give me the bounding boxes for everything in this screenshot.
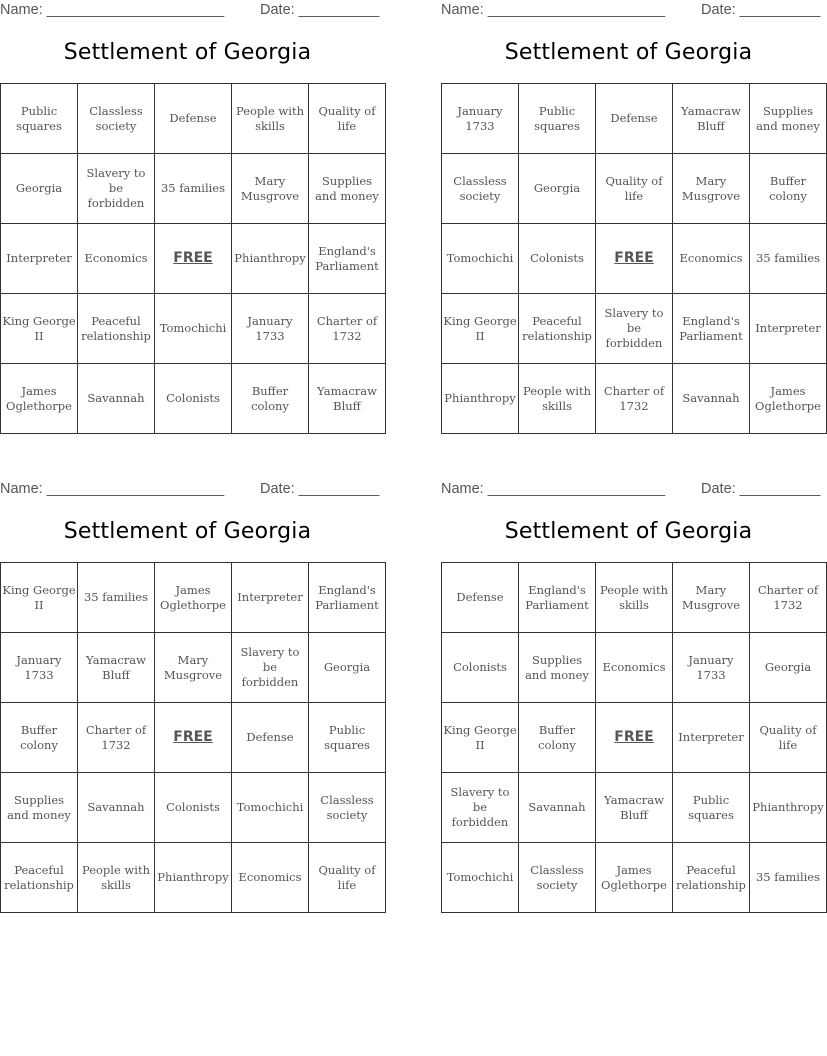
grid-row	[1, 703, 386, 773]
grid-cell: Public squares	[309, 703, 386, 773]
grid-cell: Tomochichi	[155, 294, 232, 364]
grid-cell: Supplies and money	[519, 633, 596, 703]
grid-cell: Buffer colony	[750, 154, 827, 224]
grid-cell: Quality of life	[596, 154, 673, 224]
grid-cell: Georgia	[750, 633, 827, 703]
grid-cell: Charter of 1732	[750, 563, 827, 633]
date-field-label: Date: __________	[260, 481, 380, 497]
grid-cell: Slavery to be forbidden	[78, 154, 155, 224]
grid-row	[442, 633, 827, 703]
grid-cell: Charter of 1732	[78, 703, 155, 773]
date-field-label: Date: __________	[701, 2, 821, 18]
grid-cell: Colonists	[155, 364, 232, 434]
grid-cell: Peaceful relationship	[78, 294, 155, 364]
grid-cell: Public squares	[673, 773, 750, 843]
grid-cell: 35 families	[750, 843, 827, 913]
grid-cell: Buffer colony	[519, 703, 596, 773]
grid-cell: Colonists	[155, 773, 232, 843]
grid-cell: King George II	[442, 703, 519, 773]
grid-cell: James Oglethorpe	[596, 843, 673, 913]
grid-cell: Yamacraw Bluff	[596, 773, 673, 843]
grid-cell: Tomochichi	[442, 843, 519, 913]
grid-cell: Public squares	[1, 84, 78, 154]
grid-cell: Interpreter	[750, 294, 827, 364]
grid-cell: Defense	[155, 84, 232, 154]
grid-cell: Classless society	[78, 84, 155, 154]
grid-row	[442, 154, 827, 224]
bingo-grid	[0, 83, 386, 434]
grid-cell: Mary Musgrove	[673, 563, 750, 633]
grid-cell: Supplies and money	[309, 154, 386, 224]
grid-cell: Savannah	[673, 364, 750, 434]
grid-cell: King George II	[442, 294, 519, 364]
grid-cell: Classless society	[519, 843, 596, 913]
grid-cell: Economics	[232, 843, 309, 913]
grid-cell: 35 families	[78, 563, 155, 633]
grid-cell: People with skills	[596, 563, 673, 633]
bingo-grid	[0, 562, 386, 913]
grid-cell: Phianthropy	[750, 773, 827, 843]
grid-row	[1, 294, 386, 364]
grid-cell: Peaceful relationship	[673, 843, 750, 913]
name-field-label: Name: ______________________	[0, 2, 225, 18]
grid-cell: Defense	[232, 703, 309, 773]
date-field-label: Date: __________	[260, 2, 380, 18]
grid-cell: Buffer colony	[1, 703, 78, 773]
grid-row	[1, 154, 386, 224]
free-space-cell: FREE	[596, 703, 673, 773]
free-space-cell: FREE	[596, 224, 673, 294]
grid-cell: England's Parliament	[309, 563, 386, 633]
grid-cell: Mary Musgrove	[232, 154, 309, 224]
grid-cell: 35 families	[155, 154, 232, 224]
grid-cell: Public squares	[519, 84, 596, 154]
grid-cell: Interpreter	[673, 703, 750, 773]
grid-cell: James Oglethorpe	[1, 364, 78, 434]
card-header	[441, 2, 821, 22]
grid-cell: James Oglethorpe	[155, 563, 232, 633]
grid-cell: Phianthropy	[232, 224, 309, 294]
grid-cell: Tomochichi	[442, 224, 519, 294]
grid-row	[1, 773, 386, 843]
date-field-label: Date: __________	[701, 481, 821, 497]
grid-cell: Economics	[78, 224, 155, 294]
grid-cell: Savannah	[78, 773, 155, 843]
grid-row	[442, 294, 827, 364]
grid-cell: Slavery to be forbidden	[442, 773, 519, 843]
grid-cell: Defense	[442, 563, 519, 633]
grid-cell: Interpreter	[232, 563, 309, 633]
name-field-label: Name: ______________________	[441, 481, 666, 497]
grid-row	[442, 843, 827, 913]
card-header	[0, 2, 380, 22]
grid-cell: Peaceful relationship	[1, 843, 78, 913]
grid-cell: Economics	[673, 224, 750, 294]
grid-row	[442, 224, 827, 294]
grid-cell: England's Parliament	[673, 294, 750, 364]
grid-cell: Phianthropy	[155, 843, 232, 913]
grid-cell: January 1733	[232, 294, 309, 364]
grid-cell: Economics	[596, 633, 673, 703]
grid-cell: King George II	[1, 563, 78, 633]
grid-cell: Yamacraw Bluff	[78, 633, 155, 703]
grid-row	[1, 364, 386, 434]
grid-cell: Savannah	[519, 773, 596, 843]
card-title: Settlement of Georgia	[63, 40, 312, 65]
card-title: Settlement of Georgia	[63, 519, 312, 544]
bingo-grid	[441, 562, 827, 913]
grid-cell: Interpreter	[1, 224, 78, 294]
grid-cell: Colonists	[442, 633, 519, 703]
free-space-cell: FREE	[155, 224, 232, 294]
grid-row	[442, 84, 827, 154]
grid-row	[442, 563, 827, 633]
grid-row	[1, 843, 386, 913]
grid-row	[1, 563, 386, 633]
grid-row	[442, 773, 827, 843]
grid-row	[442, 364, 827, 434]
grid-cell: January 1733	[442, 84, 519, 154]
grid-cell: Charter of 1732	[596, 364, 673, 434]
grid-cell: Savannah	[78, 364, 155, 434]
grid-cell: Classless society	[442, 154, 519, 224]
grid-cell: Quality of life	[309, 84, 386, 154]
grid-cell: Classless society	[309, 773, 386, 843]
grid-cell: Georgia	[309, 633, 386, 703]
grid-cell: Supplies and money	[1, 773, 78, 843]
grid-cell: Georgia	[1, 154, 78, 224]
bingo-card-2	[441, 0, 821, 440]
grid-cell: Slavery to be forbidden	[596, 294, 673, 364]
grid-cell: People with skills	[519, 364, 596, 434]
grid-cell: Tomochichi	[232, 773, 309, 843]
bingo-card-1	[0, 0, 380, 440]
free-space-cell: FREE	[155, 703, 232, 773]
grid-cell: 35 families	[750, 224, 827, 294]
grid-cell: Quality of life	[309, 843, 386, 913]
grid-cell: Buffer colony	[232, 364, 309, 434]
grid-cell: James Oglethorpe	[750, 364, 827, 434]
grid-cell: Phianthropy	[442, 364, 519, 434]
card-title: Settlement of Georgia	[504, 519, 753, 544]
bingo-card-3	[0, 479, 380, 919]
grid-cell: Yamacraw Bluff	[309, 364, 386, 434]
grid-cell: Georgia	[519, 154, 596, 224]
grid-cell: England's Parliament	[309, 224, 386, 294]
grid-row	[442, 703, 827, 773]
grid-cell: People with skills	[232, 84, 309, 154]
grid-cell: Quality of life	[750, 703, 827, 773]
grid-cell: Slavery to be forbidden	[232, 633, 309, 703]
bingo-grid	[441, 83, 827, 434]
grid-cell: January 1733	[673, 633, 750, 703]
grid-cell: Mary Musgrove	[155, 633, 232, 703]
grid-row	[1, 224, 386, 294]
card-header	[0, 481, 380, 501]
grid-cell: Supplies and money	[750, 84, 827, 154]
grid-cell: Defense	[596, 84, 673, 154]
grid-cell: England's Parliament	[519, 563, 596, 633]
grid-cell: King George II	[1, 294, 78, 364]
grid-cell: January 1733	[1, 633, 78, 703]
grid-row	[1, 84, 386, 154]
name-field-label: Name: ______________________	[441, 2, 666, 18]
grid-cell: Peaceful relationship	[519, 294, 596, 364]
grid-row	[1, 633, 386, 703]
card-header	[441, 481, 821, 501]
name-field-label: Name: ______________________	[0, 481, 225, 497]
grid-cell: Charter of 1732	[309, 294, 386, 364]
bingo-card-4	[441, 479, 824, 919]
card-title: Settlement of Georgia	[504, 40, 753, 65]
grid-cell: Mary Musgrove	[673, 154, 750, 224]
grid-cell: People with skills	[78, 843, 155, 913]
grid-cell: Yamacraw Bluff	[673, 84, 750, 154]
grid-cell: Colonists	[519, 224, 596, 294]
